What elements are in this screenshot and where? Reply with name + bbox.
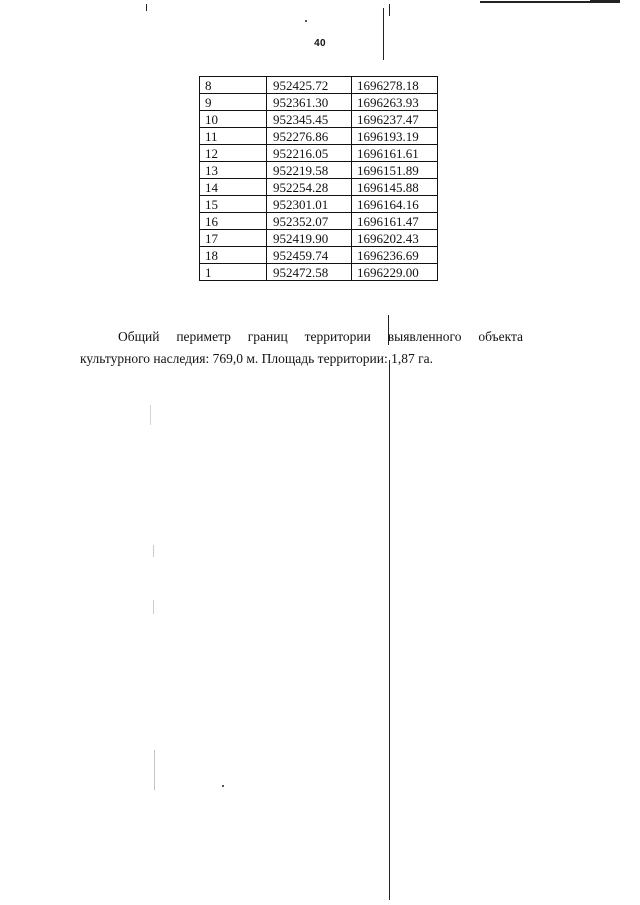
x-coordinate-cell: 952301.01 (267, 196, 352, 213)
scan-artifact-speck (150, 405, 151, 425)
point-number-cell: 18 (200, 247, 267, 264)
table-row (200, 145, 438, 162)
x-coordinate-cell: 952472.58 (267, 264, 352, 281)
x-coordinate-cell: 952219.58 (267, 162, 352, 179)
table-row (200, 179, 438, 196)
table-row (200, 94, 438, 111)
scan-artifact-fold-upper (383, 8, 384, 60)
table-row (200, 196, 438, 213)
scan-artifact-speck (222, 785, 224, 787)
coordinates-table (199, 76, 438, 281)
scan-artifact-speck (305, 20, 307, 22)
x-coordinate-cell: 952459.74 (267, 247, 352, 264)
point-number-cell: 10 (200, 111, 267, 128)
x-coordinate-cell: 952361.30 (267, 94, 352, 111)
table-row (200, 162, 438, 179)
point-number-cell: 1 (200, 264, 267, 281)
x-coordinate-cell: 952419.90 (267, 230, 352, 247)
y-coordinate-cell: 1696237.47 (352, 111, 438, 128)
y-coordinate-cell: 1696229.00 (352, 264, 438, 281)
x-coordinate-cell: 952352.07 (267, 213, 352, 230)
paragraph-line-2: культурного наследия: 769,0 м. Площадь территории: 1,87 га. (80, 351, 433, 366)
y-coordinate-cell: 1696236.69 (352, 247, 438, 264)
y-coordinate-cell: 1696164.16 (352, 196, 438, 213)
table-row (200, 247, 438, 264)
scan-artifact-top-rule-thick (590, 0, 620, 3)
scan-artifact-speck (153, 600, 154, 614)
point-number-cell: 16 (200, 213, 267, 230)
y-coordinate-cell: 1696193.19 (352, 128, 438, 145)
perimeter-area-paragraph (80, 326, 560, 370)
table-row (200, 128, 438, 145)
point-number-cell: 14 (200, 179, 267, 196)
x-coordinate-cell: 952345.45 (267, 111, 352, 128)
y-coordinate-cell: 1696145.88 (352, 179, 438, 196)
point-number-cell: 13 (200, 162, 267, 179)
scan-artifact-speck (154, 750, 155, 790)
y-coordinate-cell: 1696202.43 (352, 230, 438, 247)
scan-artifact-fold-lower (389, 360, 390, 900)
x-coordinate-cell: 952276.86 (267, 128, 352, 145)
point-number-cell: 8 (200, 77, 267, 94)
table-row (200, 264, 438, 281)
x-coordinate-cell: 952425.72 (267, 77, 352, 94)
table-row (200, 77, 438, 94)
y-coordinate-cell: 1696151.89 (352, 162, 438, 179)
scan-artifact-top-tick (146, 4, 147, 11)
y-coordinate-cell: 1696161.47 (352, 213, 438, 230)
scan-artifact-top-tick-2 (389, 4, 390, 16)
table-row (200, 213, 438, 230)
scan-artifact-speck (153, 545, 154, 557)
table-row (200, 111, 438, 128)
point-number-cell: 9 (200, 94, 267, 111)
point-number-cell: 11 (200, 128, 267, 145)
y-coordinate-cell: 1696161.61 (352, 145, 438, 162)
x-coordinate-cell: 952216.05 (267, 145, 352, 162)
coordinates-table-body (200, 77, 438, 281)
y-coordinate-cell: 1696278.18 (352, 77, 438, 94)
y-coordinate-cell: 1696263.93 (352, 94, 438, 111)
point-number-cell: 15 (200, 196, 267, 213)
point-number-cell: 12 (200, 145, 267, 162)
x-coordinate-cell: 952254.28 (267, 179, 352, 196)
page-number: 40 (314, 38, 326, 49)
point-number-cell: 17 (200, 230, 267, 247)
table-row (200, 230, 438, 247)
paragraph-line-1: Общий периметр границ территории выявленного объекта (118, 329, 524, 344)
